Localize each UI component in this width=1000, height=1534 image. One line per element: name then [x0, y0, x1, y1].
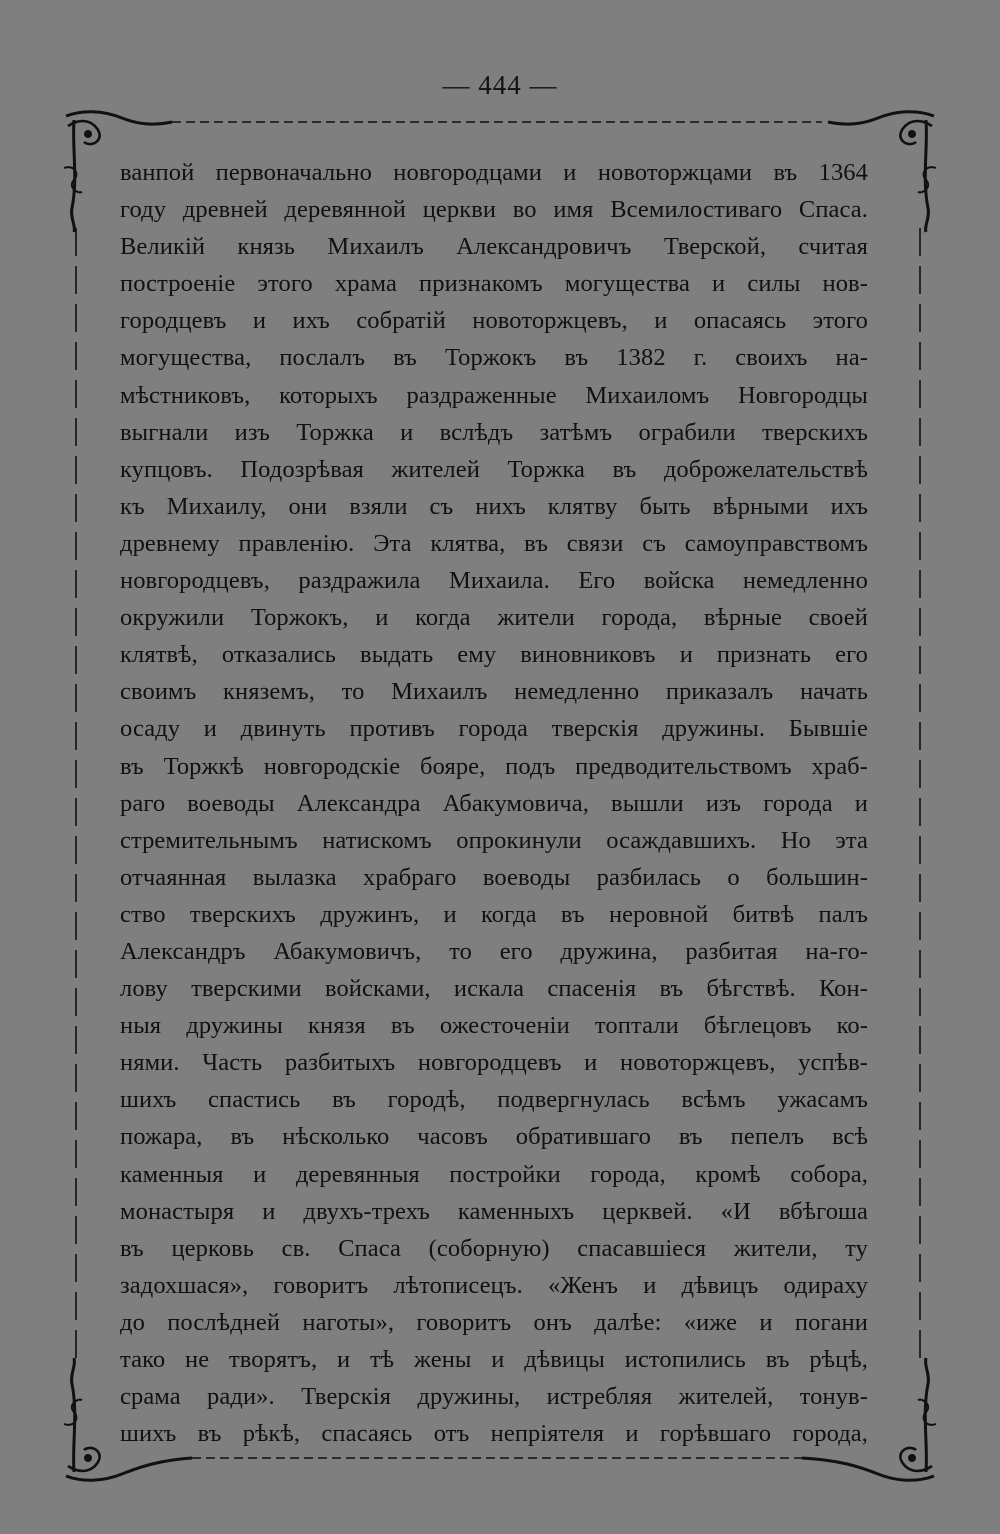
text-line: лову тверскими войсками, искала спасенія въ бѣгствѣ. Кон-	[120, 975, 868, 1003]
text-line: до послѣдней наготы», говоритъ онъ далѣе: «иже и погани	[120, 1308, 868, 1336]
text-line: монастыря и двухъ-трехъ каменныхъ церквей. «И вбѣгоша	[120, 1197, 868, 1225]
text-line: задохшася», говоритъ лѣтописецъ. «Женъ и дѣвицъ одираху	[120, 1271, 868, 1299]
text-line: Александръ Абакумовичъ, то его дружина, разбитая на-го-	[120, 937, 868, 965]
text-line: выгнали изъ Торжка и вслѣдъ затѣмъ ограбили тверскихъ	[120, 418, 868, 446]
text-line: купцовъ. Подозрѣвая жителей Торжка въ доброжелательствѣ	[120, 455, 868, 483]
text-line: осаду и двинуть противъ города тверскія дружины. Бывшіе	[120, 715, 868, 743]
text-line: своимъ княземъ, то Михаилъ немедленно приказалъ начать	[120, 678, 868, 706]
text-line: отчаянная вылазка храбраго воеводы разбилась о большин-	[120, 863, 868, 891]
text-line: къ Михаилу, они взяли съ нихъ клятву быть вѣрными ихъ	[120, 492, 868, 520]
text-line: срама ради». Тверскія дружины, истребляя жителей, тонув-	[120, 1383, 868, 1411]
text-line: въ церковь св. Спаса (соборную) спасавшіеся жители, ту	[120, 1234, 868, 1262]
text-line: стремительнымъ натискомъ опрокинули осаждавшихъ. Но эта	[120, 826, 868, 854]
text-line: шихъ въ рѣкѣ, спасаясь отъ непріятеля и горѣвшаго города,	[120, 1420, 868, 1448]
text-line: году древней деревянной церкви во имя Всемилостиваго Спаса.	[120, 196, 868, 224]
text-line: пожара, въ нѣсколько часовъ обратившаго въ пепелъ всѣ	[120, 1123, 868, 1151]
body-text	[120, 154, 868, 1452]
text-line: ванпой первоначально новгородцами и новоторжцами въ 1364	[120, 159, 868, 186]
text-line: ство тверскихъ дружинъ, и когда въ неровной битвѣ палъ	[120, 900, 868, 928]
text-line: Великій князь Михаилъ Александровичъ Тверской, считая	[120, 233, 868, 261]
text-line: каменныя и деревянныя постройки города, кромѣ собора,	[120, 1160, 868, 1188]
text-line: окружили Торжокъ, и когда жители города, вѣрные своей	[120, 604, 868, 632]
text-line: шихъ спастись въ городѣ, подвергнулась всѣмъ ужасамъ	[120, 1086, 868, 1114]
text-line: новгородцевъ, раздражила Михаила. Его войска немедленно	[120, 567, 868, 595]
text-line: могущества, послалъ въ Торжокъ въ 1382 г. своихъ на-	[120, 344, 868, 372]
text-line: древнему правленію. Эта клятва, въ связи съ самоуправствомъ	[120, 529, 868, 557]
text-line: мѣстниковъ, которыхъ раздраженные Михаиломъ Новгородцы	[120, 381, 868, 409]
text-line: городцевъ и ихъ собратій новоторжцевъ, и опасаясь этого	[120, 307, 868, 335]
text-line: клятвѣ, отказались выдать ему виновниковъ и признать его	[120, 641, 868, 669]
text-line: ныя дружины князя въ ожесточеніи топтали бѣглецовъ ко-	[120, 1012, 868, 1040]
page-number: — 444 —	[442, 70, 558, 100]
text-line: нями. Часть разбитыхъ новгородцевъ и новоторжцевъ, успѣв-	[120, 1049, 868, 1077]
text-line: раго воеводы Александра Абакумовича, вышли изъ города и	[120, 789, 868, 817]
text-line: въ Торжкѣ новгородскіе бояре, подъ предводительствомъ храб-	[120, 752, 868, 780]
text-line: построеніе этого храма признакомъ могущества и силы нов-	[120, 270, 868, 298]
text-line: тако не творятъ, и тѣ жены и дѣвицы истопились въ рѣцѣ,	[120, 1346, 868, 1373]
